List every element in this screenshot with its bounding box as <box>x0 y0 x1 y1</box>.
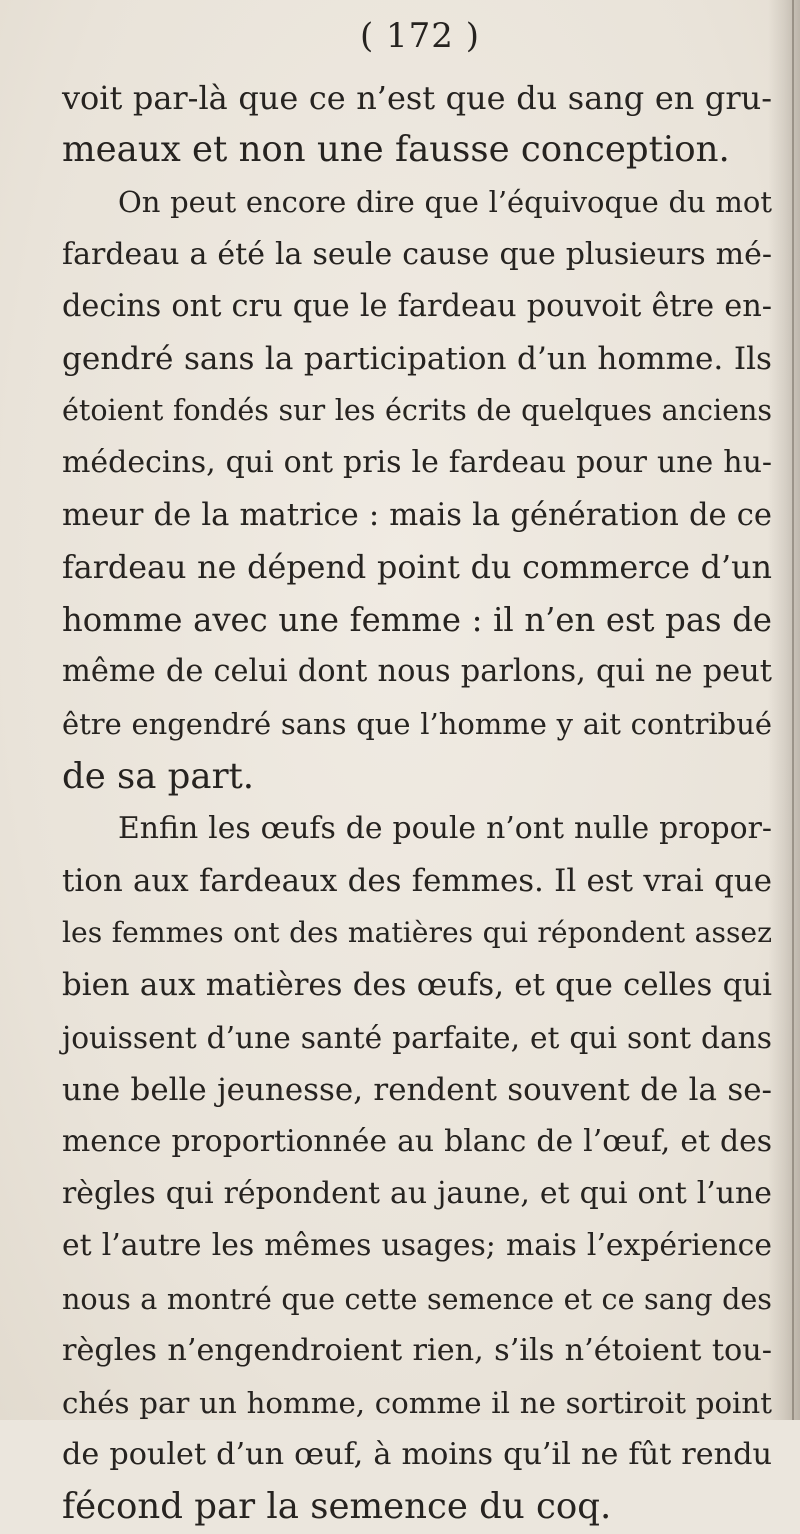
text-line: fardeau ne dépend point du commerce d’un <box>62 549 772 586</box>
text-line: de poulet d’un œuf, à moins qu’il ne fût rendu <box>62 1437 772 1473</box>
text-line: Enfin les œufs de poule n’ont nulle propor- <box>118 810 772 846</box>
text-line: de sa part. <box>62 755 255 797</box>
text-line: fardeau a été la seule cause que plusieurs mé- <box>62 236 772 272</box>
text-line: et l’autre les mêmes usages; mais l’expérience <box>62 1228 772 1264</box>
text-line: decins ont cru que le fardeau pouvoit être en- <box>62 288 772 324</box>
text-line: On peut encore dire que l’équivoque du mot <box>118 185 772 220</box>
text-line: mence proportionnée au blanc de l’œuf, et des <box>62 1124 772 1160</box>
text-line: nous a montré que cette semence et ce sang des <box>62 1281 772 1316</box>
text-line: voit par-là que ce n’est que du sang en gru- <box>62 79 772 117</box>
text-line: fécond par la semence du coq. <box>62 1486 612 1528</box>
page-edge <box>792 0 794 1420</box>
text-line: être engendré sans que l’homme y ait contribué <box>62 707 772 742</box>
text-line: étoient fondés sur les écrits de quelques anciens <box>62 394 772 428</box>
text-line: meaux et non une fausse conception. <box>62 129 730 171</box>
text-line: les femmes ont des matières qui répondent assez <box>62 916 772 950</box>
text-line: chés par un homme, comme il ne sortiroit point <box>62 1386 772 1421</box>
text-line: jouissent d’une santé parfaite, et qui sont dans <box>62 1019 772 1055</box>
text-line: bien aux matières des œufs, et que celles qui <box>62 967 772 1004</box>
body-text <box>62 72 772 1534</box>
text-line: même de celui dont nous parlons, qui ne peut <box>62 654 772 690</box>
text-line: une belle jeunesse, rendent souvent de la se- <box>62 1071 772 1108</box>
text-line: règles n’engendroient rien, s’ils n’étoient tou- <box>62 1332 772 1368</box>
page-number: ( 172 ) <box>359 16 481 56</box>
page-number-header <box>0 16 800 56</box>
text-line: médecins, qui ont pris le fardeau pour une hu- <box>62 445 772 481</box>
text-line: tion aux fardeaux des femmes. Il est vrai que <box>62 863 772 900</box>
text-line: gendré sans la participation d’un homme. Ils <box>62 341 772 378</box>
text-line: règles qui répondent au jaune, et qui ont l’une <box>62 1176 772 1212</box>
text-line: meur de la matrice : mais la génération de ce <box>62 497 772 533</box>
text-line: homme avec une femme : il n’en est pas de <box>62 601 772 640</box>
